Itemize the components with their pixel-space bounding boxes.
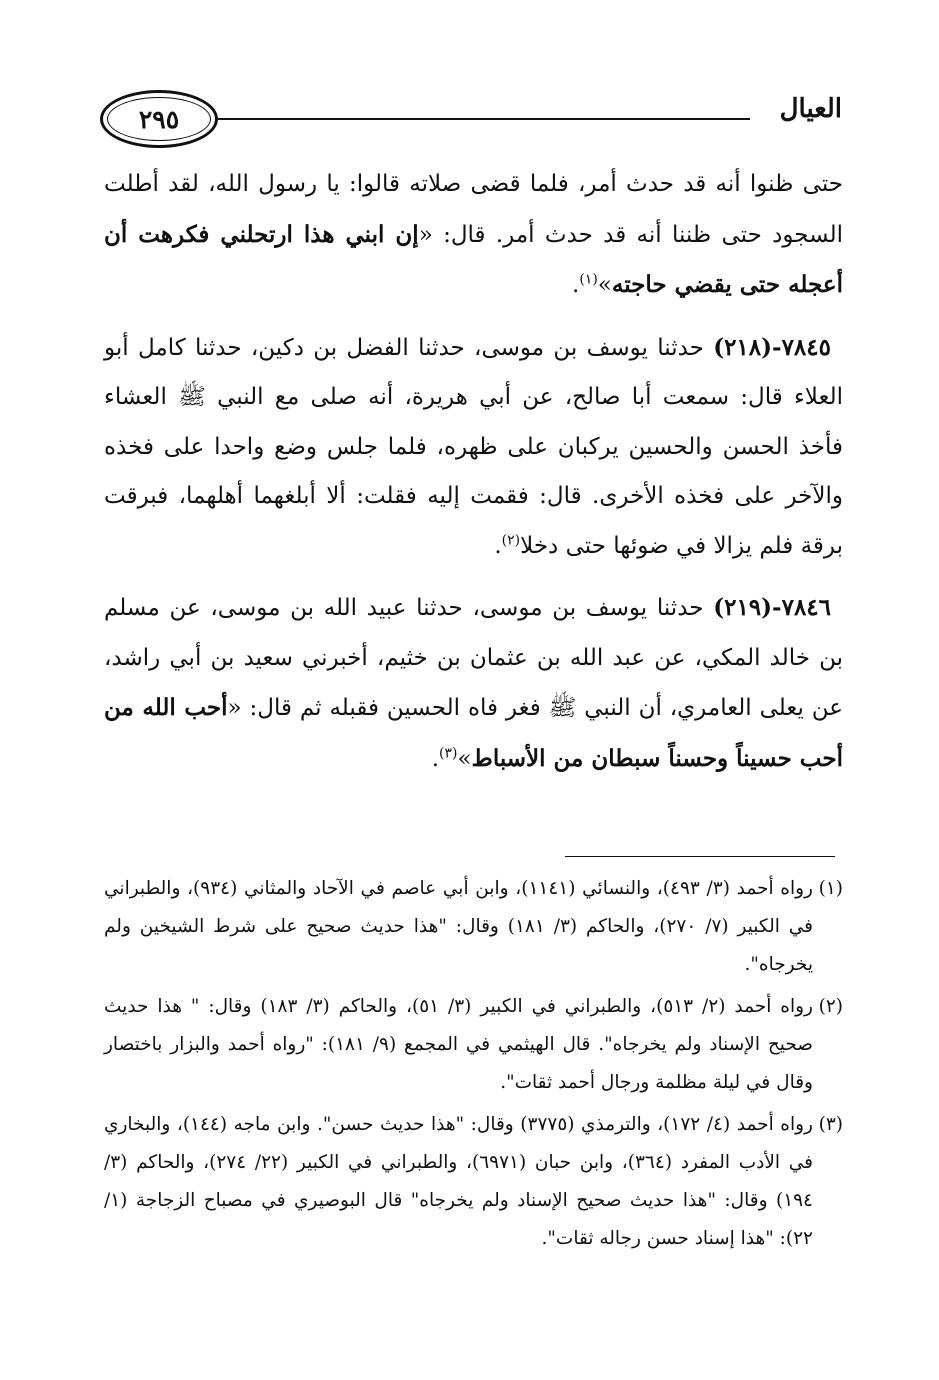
hadith-text: حدثنا يوسف بن موسى، حدثنا الفضل بن دكين، حدثنا كامل أبو العلاء قال: سمعت أبا صالح، عن أبي هريرة، أنه صلى مع النبي ﷺ العشاء فأخذ الحسن والحسين يركبان على ظهره، فلما جلس وضع واحدا على فخذه والآخر على فخذه الأخرى. قال: فقمت إليه فقلت: ألا أبلغهما أهلهما، فبرقت برقة فلم يزالا في ضوئها حتى دخلا	[104, 334, 843, 559]
footnote-text: رواه أحمد (٣/ ٤٩٣)، والنسائي (١١٤١)، وابن أبي عاصم في الآحاد والمثاني (٩٣٤)، والطبراني في الكبير (٧/ ٢٧٠)، والحاكم (٣/ ١٨١) وقال: "هذا حديث صحيح على شرط الشيخين ولم يخرجاه".	[104, 878, 814, 975]
hadith-7845	[104, 323, 843, 572]
page-number-frame	[100, 90, 218, 148]
footnote-ref-2: (٢)	[501, 531, 521, 548]
hadith-number: ٧٨٤٥-(٢١٨)	[713, 333, 831, 361]
footnote-marker: (٣)	[818, 1114, 843, 1135]
running-title: العيال	[779, 94, 842, 124]
hadith-text: حدثنا يوسف بن موسى، حدثنا عبيد الله بن موسى، عن مسلم بن خالد المكي، عن عبد الله بن عثمان بن خثيم، أخبرني سعيد بن أبي راشد، عن يعلى العامري، أن النبي ﷺ فغر فاه الحسين فقبله ثم قال: «	[104, 595, 843, 721]
paragraph-1-quote-end: »	[597, 272, 612, 298]
hadith-quote-end: »	[457, 745, 472, 772]
hadith-number: ٧٨٤٦-(٢١٩)	[713, 594, 832, 621]
paragraph-1	[104, 160, 843, 311]
footnote-ref-1: (١)	[579, 271, 598, 288]
main-text	[104, 160, 843, 796]
header-rule	[218, 118, 750, 120]
footnote-separator	[565, 856, 835, 857]
footnote-3	[104, 1106, 843, 1258]
footnote-1	[104, 870, 843, 984]
hadith-end: .	[431, 745, 439, 772]
paragraph-1-end: .	[572, 272, 580, 298]
page-header	[100, 88, 842, 154]
hadith-end: .	[494, 532, 502, 559]
paragraph-1-text: حتى ظنوا أنه قد حدث أمر، فلما قضى صلاته قالوا: يا رسول الله، لقد أطلت السجود حتى ظننا أنه قد حدث أمر. قال: «	[104, 171, 843, 248]
hadith-quote: أحب الله من أحب حسيناً وحسناً سبطان من الأسباط	[104, 694, 843, 772]
page-number: ٢٩٥	[138, 104, 180, 134]
paragraph-1-quote: إن ابني هذا ارتحلني فكرهت أن أعجله حتى يقضي حاجته	[104, 220, 843, 298]
footnote-marker: (٢)	[818, 996, 843, 1017]
footnote-marker: (١)	[818, 878, 843, 899]
hadith-7846	[104, 583, 843, 784]
footnote-ref-3: (٣)	[439, 744, 458, 761]
footnotes	[104, 870, 843, 1262]
footnote-text: رواه أحمد (٢/ ٥١٣)، والطبراني في الكبير (٣/ ٥١)، والحاكم (٣/ ١٨٣) وقال: " هذا حديث صحيح الإسناد ولم يخرجاه". قال الهيثمي في المجمع (٩/ ١٨١): "رواه أحمد والبزار باختصار وقال في ليلة مظلمة ورجال أحمد ثقات".	[104, 996, 814, 1093]
footnote-text: رواه أحمد (٤/ ١٧٢)، والترمذي (٣٧٧٥) وقال: "هذا حديث حسن". وابن ماجه (١٤٤)، والبخاري في الأدب المفرد (٣٦٤)، وابن حبان (٦٩٧١)، والطبراني في الكبير (٢٢/ ٢٧٤)، والحاكم (٣/ ١٩٤) وقال: "هذا حديث صحيح الإسناد ولم يخرجاه" قال البوصيري في مصباح الزجاجة (١/ ٢٢): "هذا إسناد حسن رجاله ثقات".	[104, 1114, 813, 1249]
footnote-2	[104, 988, 843, 1102]
